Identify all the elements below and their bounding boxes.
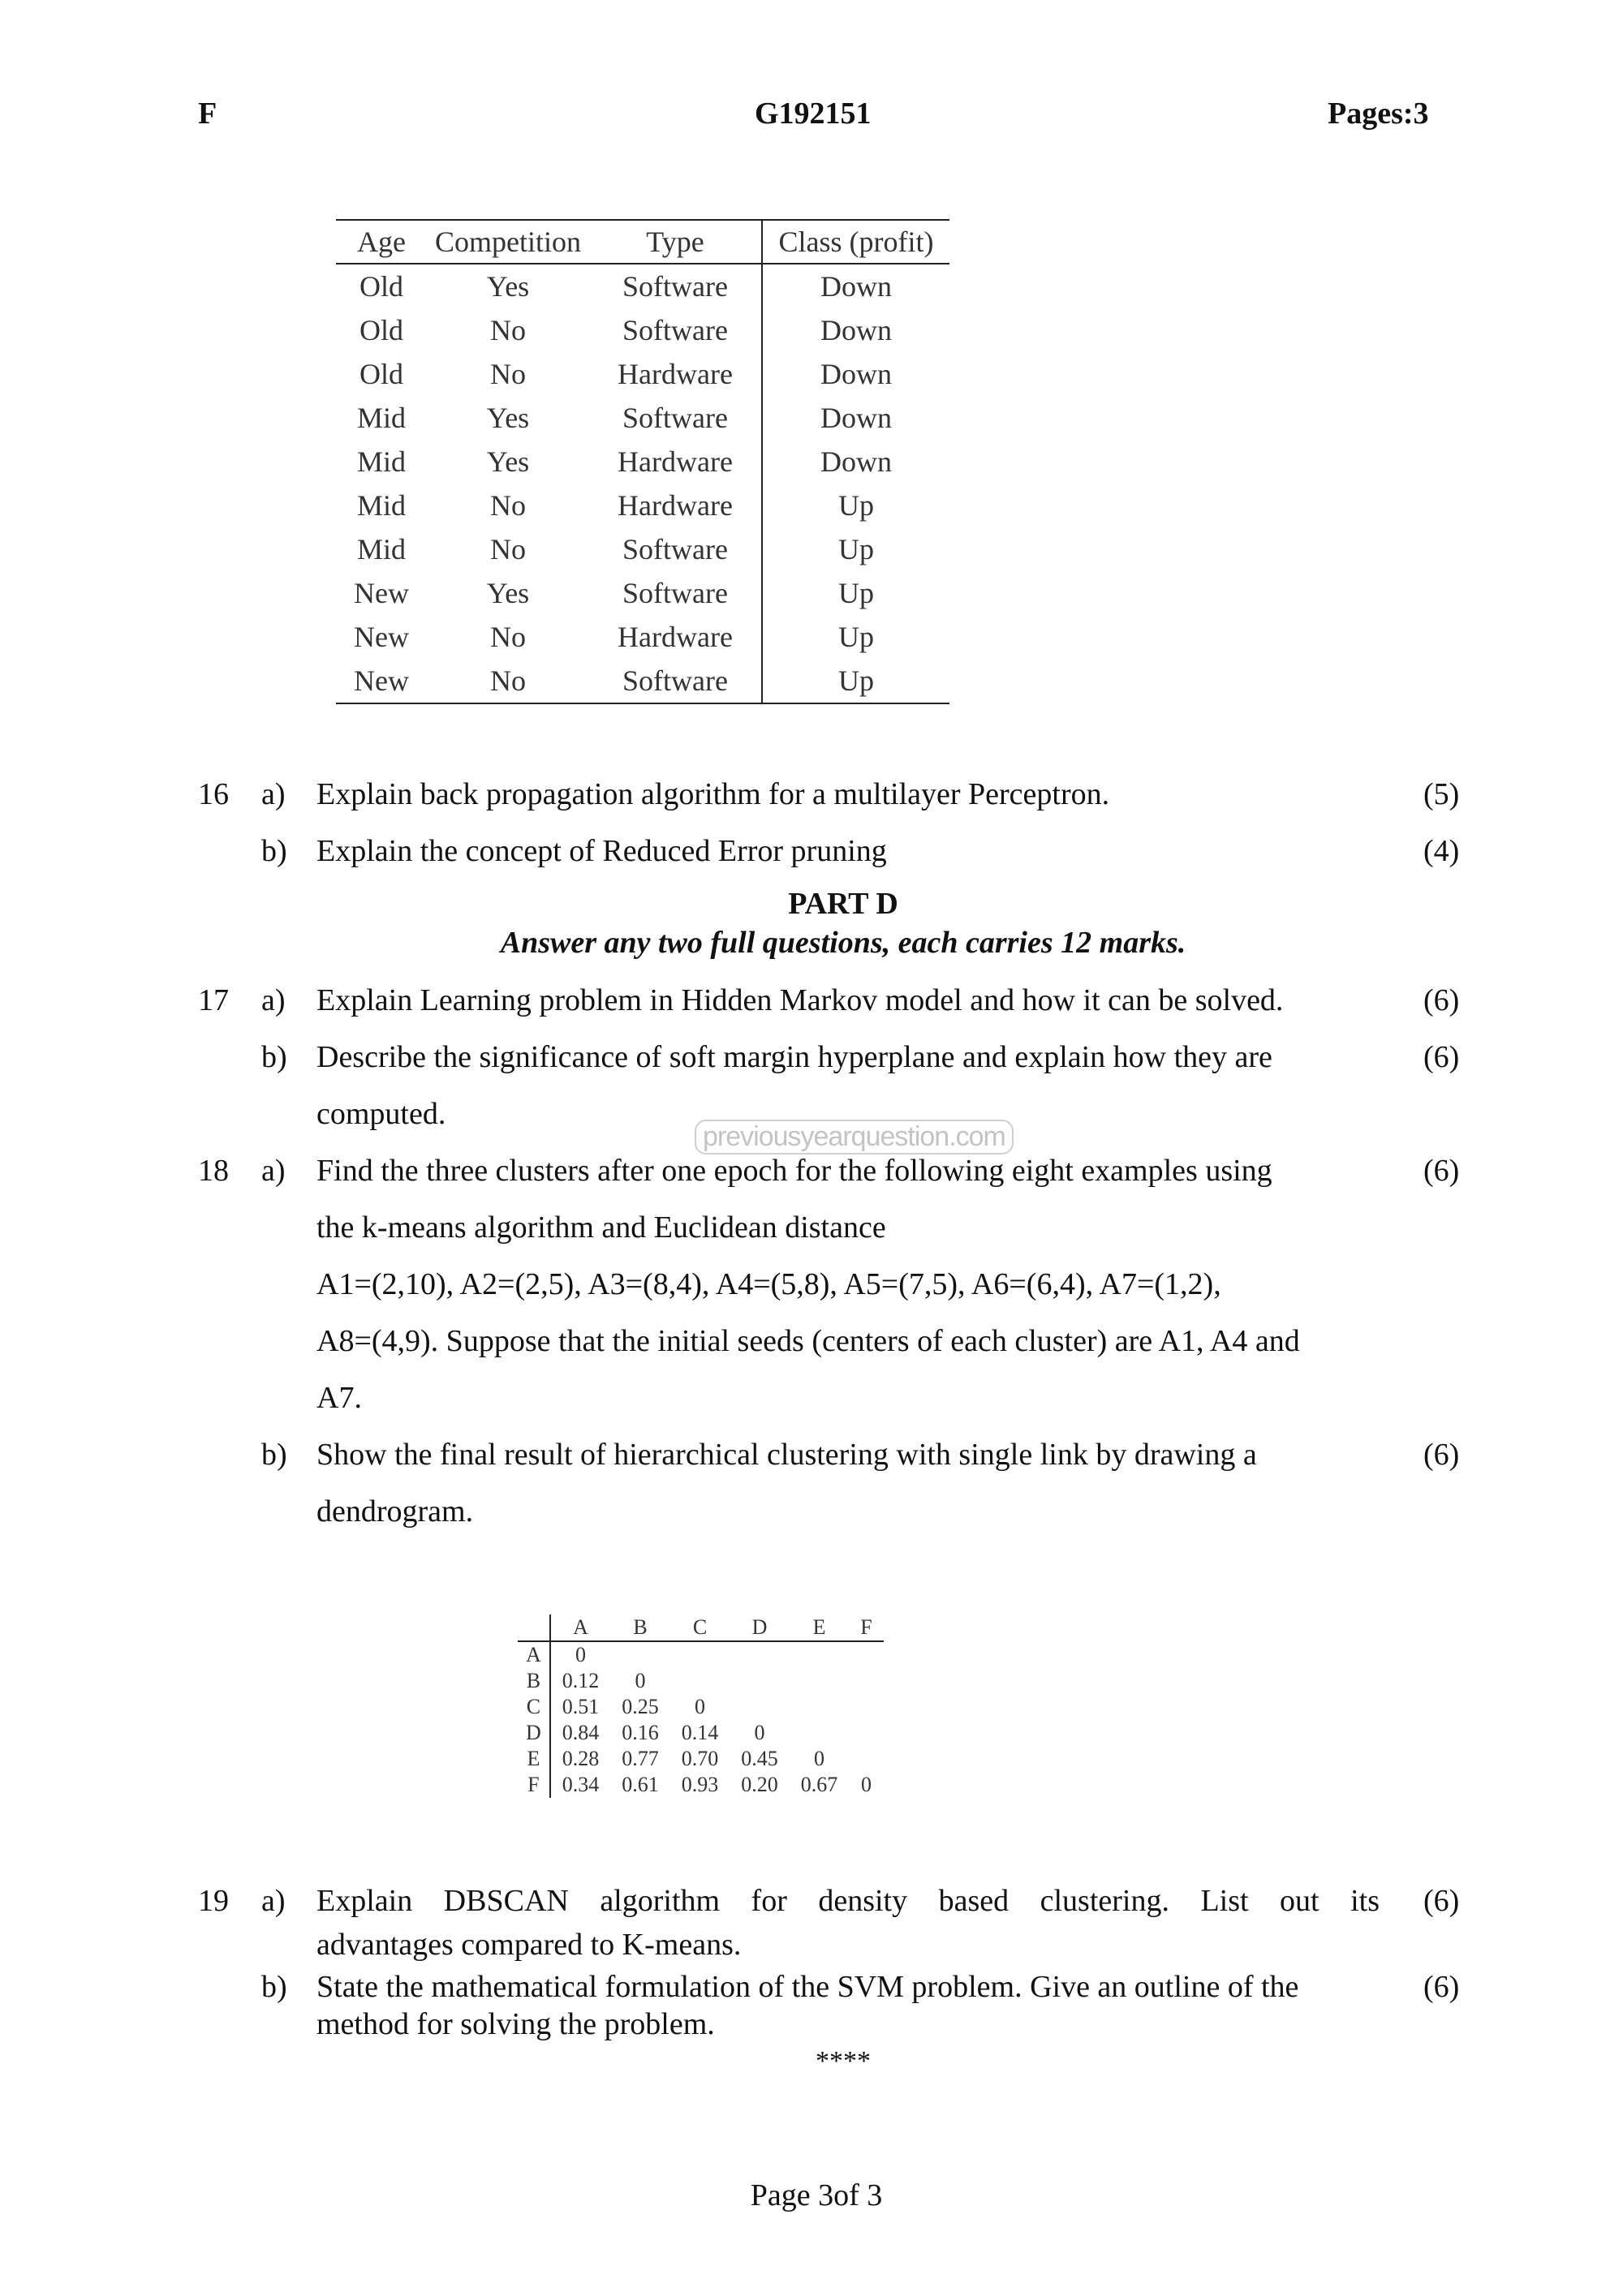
table-cell: New — [354, 577, 409, 609]
matrix-cell: 0 — [575, 1643, 587, 1666]
matrix-col-header: F — [849, 1615, 883, 1641]
table-cell: Hardware — [618, 621, 733, 653]
table-cell: Down — [762, 396, 949, 440]
table-cell: Hardware — [618, 445, 733, 478]
table-cell: Mid — [356, 489, 406, 522]
table-cell: Down — [762, 440, 949, 484]
matrix-row-header: D — [518, 1720, 550, 1746]
matrix-row-header: E — [518, 1746, 550, 1772]
table-cell: No — [427, 659, 589, 703]
q17b-label: b) — [261, 1040, 287, 1074]
q16a-text: Explain back propagation algorithm for a multilayer Perceptron. — [316, 777, 1110, 811]
q16a-label: a) — [261, 777, 286, 811]
matrix-col-header: B — [610, 1615, 670, 1641]
table-cell: Old — [359, 358, 403, 390]
matrix-cell: 0.20 — [741, 1773, 778, 1796]
part-d-instruction: Answer any two full questions, each carries 12 marks. — [500, 926, 1186, 960]
matrix-cell — [790, 1641, 850, 1668]
header-pages: Pages:3 — [1328, 97, 1429, 131]
matrix-corner — [518, 1615, 550, 1641]
matrix-cell: 0.14 — [681, 1721, 719, 1744]
table-row — [336, 352, 949, 396]
q18a-text-line1: Find the three clusters after one epoch for the following eight examples using — [316, 1154, 1272, 1188]
matrix-col-header: A — [550, 1615, 611, 1641]
q19b-text-line1: State the mathematical formulation of the SVM problem. Give an outline of the — [316, 1970, 1299, 2004]
table-cell: Software — [622, 577, 728, 609]
col-header: Competition — [427, 220, 589, 264]
matrix-cell — [730, 1694, 790, 1720]
q18a-text-line3: A1=(2,10), A2=(2,5), A3=(8,4), A4=(5,8), A5=(7,5), A6=(6,4), A7=(1,2), — [316, 1267, 1221, 1301]
header-code: G192151 — [755, 97, 872, 131]
table-cell: Up — [762, 615, 949, 659]
distance-matrix — [518, 1615, 884, 1798]
q17a-label: a) — [261, 983, 286, 1017]
table-cell: Yes — [486, 445, 530, 478]
matrix-row — [518, 1772, 884, 1798]
q19a-label: a) — [261, 1884, 286, 1918]
q17b-marks: (6) — [1423, 1040, 1460, 1074]
table-cell: Software — [589, 659, 762, 703]
q19b-text-line2: method for solving the problem. — [316, 2007, 715, 2041]
q18a-marks: (6) — [1423, 1154, 1460, 1188]
matrix-cell: 0.28 — [562, 1747, 600, 1770]
table-cell: Old — [359, 270, 403, 303]
matrix-cell — [670, 1641, 730, 1668]
header-left: F — [198, 97, 217, 131]
matrix-cell: 0.67 — [800, 1773, 838, 1796]
table-cell: Hardware — [618, 489, 733, 522]
matrix-cell: 0.25 — [622, 1695, 659, 1718]
table-cell: Down — [762, 352, 949, 396]
table-cell: No — [490, 358, 526, 390]
table-cell: Software — [622, 533, 728, 565]
q19a-text-line2: advantages compared to K-means. — [316, 1928, 742, 1962]
matrix-row-header: C — [518, 1694, 550, 1720]
q19-number: 19 — [198, 1884, 229, 1918]
table-cell: Up — [762, 571, 949, 615]
matrix-cell — [730, 1668, 790, 1694]
table-cell: Software — [622, 270, 728, 303]
table-row — [336, 571, 949, 615]
table-cell: Old — [359, 314, 403, 346]
q19a-text-line1: Explain DBSCAN algorithm for density based clustering. List out its — [316, 1884, 1380, 1918]
col-header: Type — [589, 220, 762, 264]
page-footer: Page 3of 3 — [750, 2178, 883, 2212]
table-cell: Yes — [486, 577, 530, 609]
table-row — [336, 659, 949, 703]
table-cell: Mid — [356, 533, 406, 565]
q17a-text: Explain Learning problem in Hidden Markov model and how it can be solved. — [316, 983, 1284, 1017]
table-cell: New — [336, 659, 427, 703]
q18b-text-line1: Show the final result of hierarchical clustering with single link by drawing a — [316, 1438, 1257, 1472]
matrix-cell: 0 — [861, 1773, 872, 1796]
table-cell: Yes — [486, 402, 530, 434]
matrix-row-header: B — [518, 1668, 550, 1694]
col-header: Class (profit) — [762, 220, 949, 264]
table-row — [336, 264, 949, 308]
q18b-text-line2: dendrogram. — [316, 1494, 474, 1529]
table-cell: Hardware — [618, 358, 733, 390]
matrix-cell: 0.93 — [681, 1773, 719, 1796]
matrix-cell — [790, 1694, 850, 1720]
matrix-cell — [849, 1694, 883, 1720]
table-row — [336, 396, 949, 440]
matrix-cell — [790, 1720, 850, 1746]
table-cell: Software — [622, 314, 728, 346]
q16b-marks: (4) — [1423, 834, 1460, 868]
matrix-cell — [790, 1668, 850, 1694]
matrix-row — [518, 1694, 884, 1720]
matrix-col-header: E — [790, 1615, 850, 1641]
matrix-cell — [670, 1668, 730, 1694]
table-cell: Yes — [486, 270, 530, 303]
matrix-cell — [849, 1746, 883, 1772]
matrix-cell: 0 — [635, 1669, 646, 1692]
table-row — [336, 615, 949, 659]
table-cell: Up — [762, 659, 949, 703]
matrix-cell: 0.45 — [741, 1747, 778, 1770]
matrix-row — [518, 1668, 884, 1694]
table-cell: Up — [762, 484, 949, 527]
watermark: previousyearquestion.com — [695, 1120, 1014, 1154]
table-cell: Up — [762, 527, 949, 571]
matrix-cell: 0.70 — [681, 1747, 719, 1770]
table-row — [336, 527, 949, 571]
table-cell: Software — [622, 402, 728, 434]
q17b-text-line2: computed. — [316, 1097, 446, 1131]
table-cell: New — [354, 621, 409, 653]
table-cell: No — [490, 489, 526, 522]
matrix-row — [518, 1746, 884, 1772]
matrix-cell: 0.51 — [562, 1695, 600, 1718]
matrix-row — [518, 1720, 884, 1746]
q18b-marks: (6) — [1423, 1438, 1460, 1472]
q18-number: 18 — [198, 1154, 229, 1188]
matrix-cell: 0.77 — [622, 1747, 659, 1770]
q16b-text: Explain the concept of Reduced Error pruning — [316, 834, 887, 868]
matrix-row-header: F — [518, 1772, 550, 1798]
table-cell: Down — [762, 264, 949, 308]
end-marker: **** — [816, 2046, 871, 2076]
part-d-title: PART D — [788, 887, 898, 921]
matrix-cell — [849, 1641, 883, 1668]
table-cell: Mid — [356, 445, 406, 478]
q18a-text-line2: the k-means algorithm and Euclidean distance — [316, 1210, 886, 1245]
matrix-row — [518, 1641, 884, 1668]
matrix-row-header: A — [518, 1641, 550, 1668]
matrix-cell: 0 — [754, 1721, 765, 1744]
q16-number: 16 — [198, 777, 229, 811]
matrix-cell: 0 — [814, 1747, 825, 1770]
profit-table — [336, 219, 949, 704]
matrix-col-header: D — [730, 1615, 790, 1641]
matrix-cell — [849, 1720, 883, 1746]
table-row — [336, 440, 949, 484]
q18a-text-line4: A8=(4,9). Suppose that the initial seeds (centers of each cluster) are A1, A4 and — [316, 1324, 1300, 1358]
q18a-label: a) — [261, 1154, 286, 1188]
matrix-cell: 0.84 — [562, 1721, 600, 1744]
matrix-cell: 0.12 — [562, 1669, 600, 1692]
table-cell: No — [490, 621, 526, 653]
q18b-label: b) — [261, 1438, 287, 1472]
q17-number: 17 — [198, 983, 229, 1017]
matrix-cell: 0.16 — [622, 1721, 659, 1744]
q18a-text-line5: A7. — [316, 1381, 362, 1415]
matrix-cell: 0.34 — [562, 1773, 600, 1796]
q19a-marks: (6) — [1423, 1884, 1460, 1918]
q16a-marks: (5) — [1423, 777, 1460, 811]
table-cell: Mid — [356, 402, 406, 434]
q19b-label: b) — [261, 1970, 287, 2004]
table-cell: Down — [762, 308, 949, 352]
matrix-cell: 0 — [695, 1695, 706, 1718]
q19b-marks: (6) — [1423, 1970, 1460, 2004]
col-header: Age — [336, 220, 427, 264]
matrix-cell: 0.61 — [622, 1773, 659, 1796]
table-cell: No — [490, 314, 526, 346]
table-row — [336, 484, 949, 527]
table-cell: No — [490, 533, 526, 565]
matrix-cell — [849, 1668, 883, 1694]
matrix-cell — [730, 1641, 790, 1668]
q16b-label: b) — [261, 834, 287, 868]
matrix-col-header: C — [670, 1615, 730, 1641]
q17a-marks: (6) — [1423, 983, 1460, 1017]
matrix-cell — [610, 1641, 670, 1668]
q17b-text-line1: Describe the significance of soft margin hyperplane and explain how they are — [316, 1040, 1272, 1074]
table-row — [336, 308, 949, 352]
